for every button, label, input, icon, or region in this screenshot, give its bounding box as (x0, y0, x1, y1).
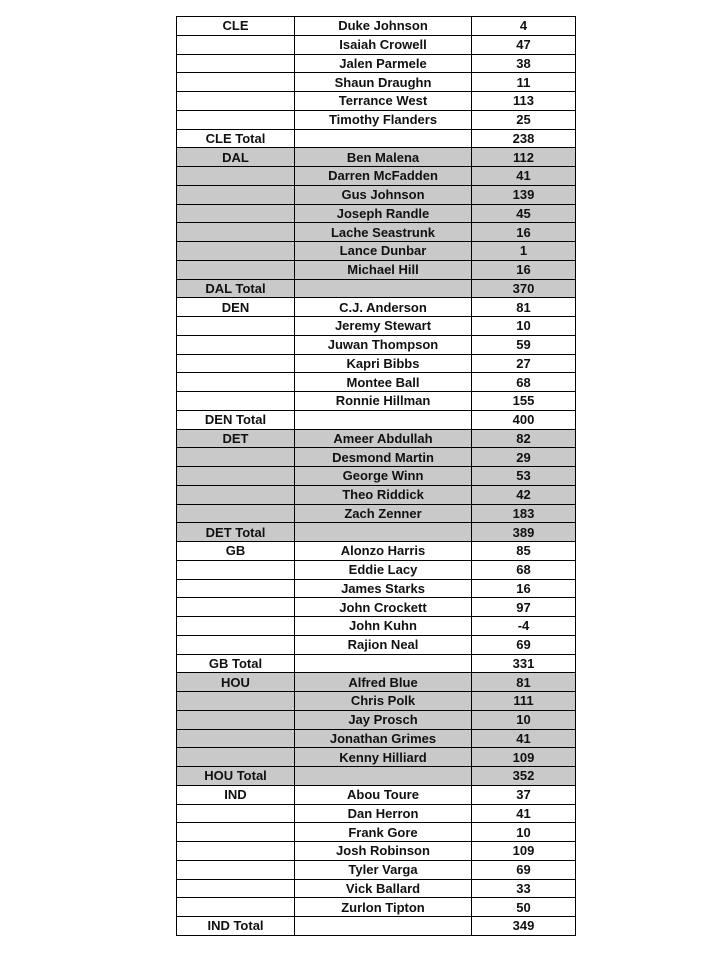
table-row (177, 542, 576, 561)
value-cell[interactable]: 82 (472, 429, 576, 448)
value-cell[interactable]: 155 (472, 392, 576, 411)
table-row (177, 692, 576, 711)
player-cell[interactable]: Lache Seastrunk (295, 223, 472, 242)
team-cell[interactable] (177, 110, 295, 129)
player-cell[interactable]: Abou Toure (295, 785, 472, 804)
team-cell[interactable] (177, 335, 295, 354)
player-cell[interactable]: Eddie Lacy (295, 560, 472, 579)
team-cell[interactable] (177, 92, 295, 111)
team-cell[interactable] (177, 373, 295, 392)
value-cell[interactable]: 85 (472, 542, 576, 561)
value-cell[interactable]: 16 (472, 260, 576, 279)
value-cell[interactable]: 41 (472, 729, 576, 748)
table-row (177, 842, 576, 861)
value-cell[interactable]: 50 (472, 898, 576, 917)
team-cell[interactable] (177, 635, 295, 654)
value-cell[interactable]: 37 (472, 785, 576, 804)
table-row (177, 635, 576, 654)
empty-cell[interactable] (295, 917, 472, 936)
team-cell[interactable] (177, 392, 295, 411)
player-cell[interactable]: Ben Malena (295, 148, 472, 167)
team-cell[interactable] (177, 842, 295, 861)
value-cell[interactable]: 29 (472, 448, 576, 467)
value-cell[interactable]: 11 (472, 73, 576, 92)
player-cell[interactable]: Terrance West (295, 92, 472, 111)
value-cell[interactable]: 10 (472, 710, 576, 729)
value-cell[interactable]: 33 (472, 879, 576, 898)
player-cell[interactable]: Frank Gore (295, 823, 472, 842)
table-row (177, 504, 576, 523)
value-cell[interactable]: 68 (472, 560, 576, 579)
player-cell[interactable]: Desmond Martin (295, 448, 472, 467)
player-cell[interactable]: John Crockett (295, 598, 472, 617)
player-cell[interactable]: Chris Polk (295, 692, 472, 711)
team-cell[interactable]: GB (177, 542, 295, 561)
team-cell[interactable] (177, 879, 295, 898)
value-cell[interactable]: 113 (472, 92, 576, 111)
value-cell[interactable]: 47 (472, 35, 576, 54)
table-row (177, 298, 576, 317)
table-row (177, 17, 576, 36)
team-cell[interactable]: HOU (177, 673, 295, 692)
table-row (177, 860, 576, 879)
value-cell[interactable]: 68 (472, 373, 576, 392)
value-cell[interactable]: 16 (472, 579, 576, 598)
value-cell[interactable]: 16 (472, 223, 576, 242)
team-cell[interactable] (177, 692, 295, 711)
total-label-cell[interactable]: DET Total (177, 523, 295, 542)
table-row (177, 560, 576, 579)
player-cell[interactable]: Tyler Varga (295, 860, 472, 879)
value-cell[interactable]: 38 (472, 54, 576, 73)
table-row (177, 167, 576, 186)
team-cell[interactable]: DEN (177, 298, 295, 317)
team-cell[interactable]: DAL (177, 148, 295, 167)
team-cell[interactable] (177, 804, 295, 823)
player-cell[interactable]: Rajion Neal (295, 635, 472, 654)
player-cell[interactable]: James Starks (295, 579, 472, 598)
team-cell[interactable] (177, 729, 295, 748)
player-cell[interactable]: Juwan Thompson (295, 335, 472, 354)
team-cell[interactable] (177, 185, 295, 204)
team-cell[interactable] (177, 467, 295, 486)
player-cell[interactable]: Ronnie Hillman (295, 392, 472, 411)
total-value-cell[interactable]: 238 (472, 129, 576, 148)
player-cell[interactable]: Kenny Hilliard (295, 748, 472, 767)
team-cell[interactable] (177, 710, 295, 729)
table-row (177, 448, 576, 467)
table-row (177, 185, 576, 204)
player-cell[interactable]: Lance Dunbar (295, 242, 472, 261)
total-value-cell[interactable]: 349 (472, 917, 576, 936)
value-cell[interactable]: 27 (472, 354, 576, 373)
team-cell[interactable] (177, 448, 295, 467)
total-label-cell[interactable]: GB Total (177, 654, 295, 673)
team-cell[interactable] (177, 860, 295, 879)
team-cell[interactable] (177, 317, 295, 336)
value-cell[interactable]: 10 (472, 317, 576, 336)
table-row (177, 354, 576, 373)
team-cell[interactable] (177, 260, 295, 279)
player-cell[interactable]: Jalen Parmele (295, 54, 472, 73)
empty-cell[interactable] (295, 410, 472, 429)
player-cell[interactable]: Jeremy Stewart (295, 317, 472, 336)
value-cell[interactable]: 1 (472, 242, 576, 261)
total-label-cell[interactable]: CLE Total (177, 129, 295, 148)
value-cell[interactable]: 81 (472, 673, 576, 692)
player-cell[interactable]: Jonathan Grimes (295, 729, 472, 748)
player-cell[interactable]: John Kuhn (295, 617, 472, 636)
total-row (177, 410, 576, 429)
table-row (177, 110, 576, 129)
player-cell[interactable]: Alonzo Harris (295, 542, 472, 561)
table-body (177, 17, 576, 936)
team-cell[interactable] (177, 54, 295, 73)
table-row (177, 673, 576, 692)
player-cell[interactable]: Vick Ballard (295, 879, 472, 898)
player-cell[interactable]: Theo Riddick (295, 485, 472, 504)
value-cell[interactable]: 112 (472, 148, 576, 167)
player-cell[interactable]: Jay Prosch (295, 710, 472, 729)
team-cell[interactable] (177, 579, 295, 598)
table-row (177, 748, 576, 767)
table-row (177, 823, 576, 842)
table-row (177, 223, 576, 242)
total-row (177, 767, 576, 786)
value-cell[interactable]: 4 (472, 17, 576, 36)
team-cell[interactable] (177, 204, 295, 223)
table-row (177, 710, 576, 729)
total-value-cell[interactable]: 352 (472, 767, 576, 786)
total-value-cell[interactable]: 370 (472, 279, 576, 298)
table-row (177, 54, 576, 73)
table-row (177, 148, 576, 167)
value-cell[interactable]: 42 (472, 485, 576, 504)
empty-cell[interactable] (295, 523, 472, 542)
table-row (177, 373, 576, 392)
table-row (177, 92, 576, 111)
table-row (177, 242, 576, 261)
team-cell[interactable]: CLE (177, 17, 295, 36)
table-row (177, 467, 576, 486)
value-cell[interactable]: 111 (472, 692, 576, 711)
rushing-yards-table (176, 16, 576, 936)
table-row (177, 73, 576, 92)
value-cell[interactable]: 53 (472, 467, 576, 486)
table-row (177, 879, 576, 898)
player-cell[interactable]: Kapri Bibbs (295, 354, 472, 373)
player-cell[interactable]: Zach Zenner (295, 504, 472, 523)
table-row (177, 317, 576, 336)
team-cell[interactable] (177, 598, 295, 617)
total-row (177, 654, 576, 673)
value-cell[interactable]: 183 (472, 504, 576, 523)
team-cell[interactable] (177, 485, 295, 504)
player-cell[interactable]: Alfred Blue (295, 673, 472, 692)
player-cell[interactable]: Zurlon Tipton (295, 898, 472, 917)
value-cell[interactable]: 45 (472, 204, 576, 223)
player-cell[interactable]: Duke Johnson (295, 17, 472, 36)
value-cell[interactable]: 139 (472, 185, 576, 204)
total-value-cell[interactable]: 389 (472, 523, 576, 542)
table-row (177, 260, 576, 279)
total-value-cell[interactable]: 331 (472, 654, 576, 673)
team-cell[interactable] (177, 748, 295, 767)
player-cell[interactable]: George Winn (295, 467, 472, 486)
team-cell[interactable] (177, 242, 295, 261)
empty-cell[interactable] (295, 654, 472, 673)
player-cell[interactable]: Gus Johnson (295, 185, 472, 204)
team-cell[interactable] (177, 354, 295, 373)
value-cell[interactable]: 69 (472, 635, 576, 654)
table-row (177, 485, 576, 504)
table-row (177, 729, 576, 748)
table-row (177, 785, 576, 804)
table-row (177, 579, 576, 598)
table-row (177, 429, 576, 448)
value-cell[interactable]: 59 (472, 335, 576, 354)
player-cell[interactable]: Josh Robinson (295, 842, 472, 861)
value-cell[interactable]: 41 (472, 167, 576, 186)
team-cell[interactable] (177, 617, 295, 636)
player-cell[interactable]: Joseph Randle (295, 204, 472, 223)
table-row (177, 335, 576, 354)
empty-cell[interactable] (295, 279, 472, 298)
total-label-cell[interactable]: DAL Total (177, 279, 295, 298)
table-row (177, 392, 576, 411)
value-cell[interactable]: -4 (472, 617, 576, 636)
table-row (177, 204, 576, 223)
table-row (177, 35, 576, 54)
team-cell[interactable] (177, 223, 295, 242)
total-value-cell[interactable]: 400 (472, 410, 576, 429)
total-label-cell[interactable]: IND Total (177, 917, 295, 936)
team-cell[interactable] (177, 35, 295, 54)
value-cell[interactable]: 41 (472, 804, 576, 823)
value-cell[interactable]: 109 (472, 748, 576, 767)
total-row (177, 279, 576, 298)
player-cell[interactable]: Michael Hill (295, 260, 472, 279)
value-cell[interactable]: 97 (472, 598, 576, 617)
table-row (177, 898, 576, 917)
player-cell[interactable]: Dan Herron (295, 804, 472, 823)
total-row (177, 523, 576, 542)
team-cell[interactable]: DET (177, 429, 295, 448)
value-cell[interactable]: 25 (472, 110, 576, 129)
value-cell[interactable]: 109 (472, 842, 576, 861)
team-cell[interactable] (177, 504, 295, 523)
table-row (177, 804, 576, 823)
table-row (177, 598, 576, 617)
team-cell[interactable] (177, 167, 295, 186)
team-cell[interactable] (177, 560, 295, 579)
total-label-cell[interactable]: DEN Total (177, 410, 295, 429)
value-cell[interactable]: 10 (472, 823, 576, 842)
team-cell[interactable] (177, 823, 295, 842)
player-cell[interactable]: Ameer Abdullah (295, 429, 472, 448)
team-cell[interactable] (177, 73, 295, 92)
player-cell[interactable]: Shaun Draughn (295, 73, 472, 92)
player-cell[interactable]: Montee Ball (295, 373, 472, 392)
total-row (177, 917, 576, 936)
value-cell[interactable]: 69 (472, 860, 576, 879)
team-cell[interactable]: IND (177, 785, 295, 804)
player-cell[interactable]: Timothy Flanders (295, 110, 472, 129)
value-cell[interactable]: 81 (472, 298, 576, 317)
player-cell[interactable]: C.J. Anderson (295, 298, 472, 317)
team-cell[interactable] (177, 898, 295, 917)
player-cell[interactable]: Darren McFadden (295, 167, 472, 186)
empty-cell[interactable] (295, 129, 472, 148)
total-label-cell[interactable]: HOU Total (177, 767, 295, 786)
total-row (177, 129, 576, 148)
table-row (177, 617, 576, 636)
empty-cell[interactable] (295, 767, 472, 786)
player-cell[interactable]: Isaiah Crowell (295, 35, 472, 54)
